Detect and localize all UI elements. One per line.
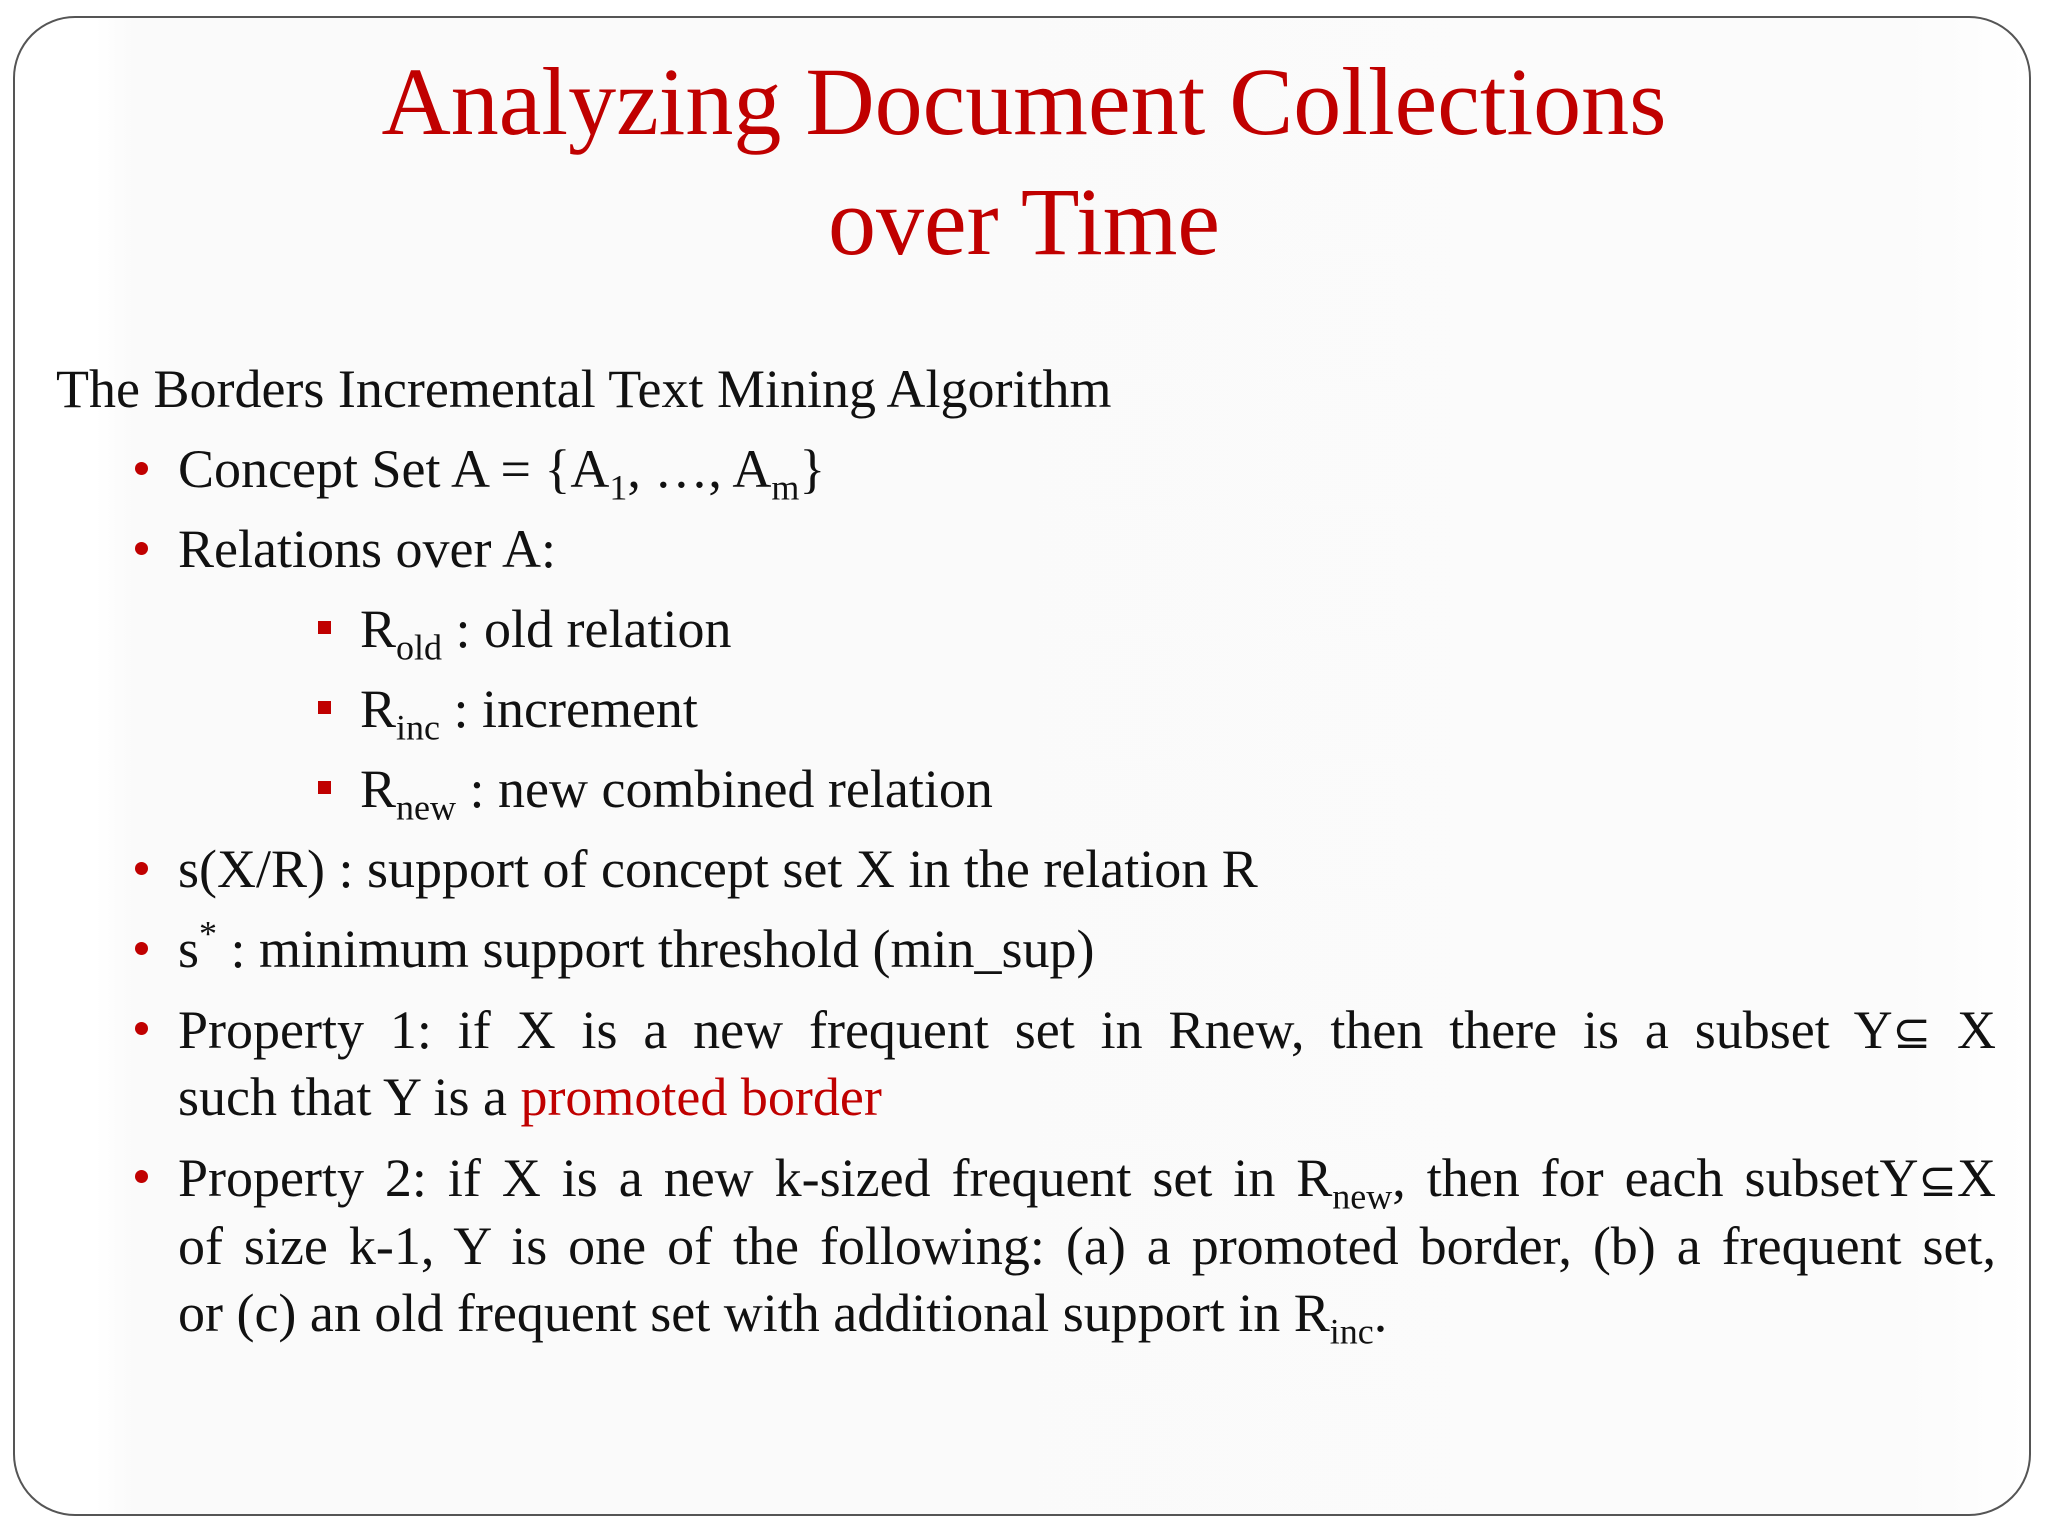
property2-line1-middle: , then for each subsetY [1392,1148,1919,1208]
concept-set-suffix: } [799,439,826,499]
sub-item-base: R [360,599,397,659]
square-bullet [318,701,331,714]
bullet-dot [135,942,148,955]
property2-line1-suffix: X [1957,1148,1996,1208]
property2-line1-sub: new [1332,1176,1393,1217]
min-support-base: s [178,919,200,979]
concept-set-prefix: Concept Set A = {A [178,439,610,499]
sub-item-new [360,756,993,828]
title-line-1: Analyzing Document Collections [381,48,1667,155]
promoted-border-highlight: promoted border [520,1067,882,1127]
square-bullet [318,781,331,794]
slide-title [0,42,2048,282]
property2-line1 [178,1144,1996,1217]
sub-item-sub: old [396,627,443,668]
property2-line3-suffix: . [1373,1283,1388,1343]
sub-item-sub: inc [396,707,441,748]
sub-item-base: R [360,759,397,819]
sub-item-base: R [360,679,397,739]
property1-line1-prefix: Property 1: if X is a new frequent set in Rnew, then there is a subset Y [178,1000,1893,1060]
property1-line2-prefix: such that Y is a [178,1067,521,1127]
concept-set-sub2: m [771,467,800,508]
bullet-min-support [178,913,1095,982]
property1-line1 [178,996,1996,1066]
sub-item-text: : old relation [442,599,732,659]
property2-line3-sub: inc [1329,1311,1374,1352]
bullet-dot [135,862,148,875]
property2-line3 [178,1280,1388,1352]
concept-set-sub1: 1 [609,467,628,508]
subset-symbol: ⊆ [1918,1153,1957,1207]
bullet-concept-set [178,436,826,508]
bullet-dot [135,462,148,475]
bullet-dot [135,1170,148,1183]
bullet-dot [135,1022,148,1035]
sub-item-sub: new [396,787,457,828]
subset-symbol: ⊆ [1892,1005,1932,1059]
sub-item-text: : new combined relation [456,759,993,819]
square-bullet [318,621,331,634]
intro-heading: The Borders Incremental Text Mining Algorithm [56,359,1112,419]
property1-line1-suffix: X [1931,1000,1997,1060]
sub-item-old [360,596,732,668]
concept-set-middle: , …, A [627,439,772,499]
property2-line3-prefix: or (c) an old frequent set with additional support in R [178,1283,1330,1343]
property2-line1-prefix: Property 2: if X is a new k-sized frequent set in R [178,1148,1333,1208]
bullet-support: s(X/R) : support of concept set X in the relation R [178,839,1258,899]
bullet-dot [135,542,148,555]
title-line-2: over Time [827,168,1221,275]
sub-item-inc [360,676,698,748]
property1-line2 [178,1064,882,1130]
property2-line2: of size k-1, Y is one of the following: (a) a promoted border, (b) a frequent set, [178,1216,1996,1276]
min-support-sup: * [199,913,218,954]
sub-item-text: : increment [440,679,698,739]
min-support-text: : minimum support threshold (min_sup) [217,919,1095,979]
bullet-relations: Relations over A: [178,519,556,579]
